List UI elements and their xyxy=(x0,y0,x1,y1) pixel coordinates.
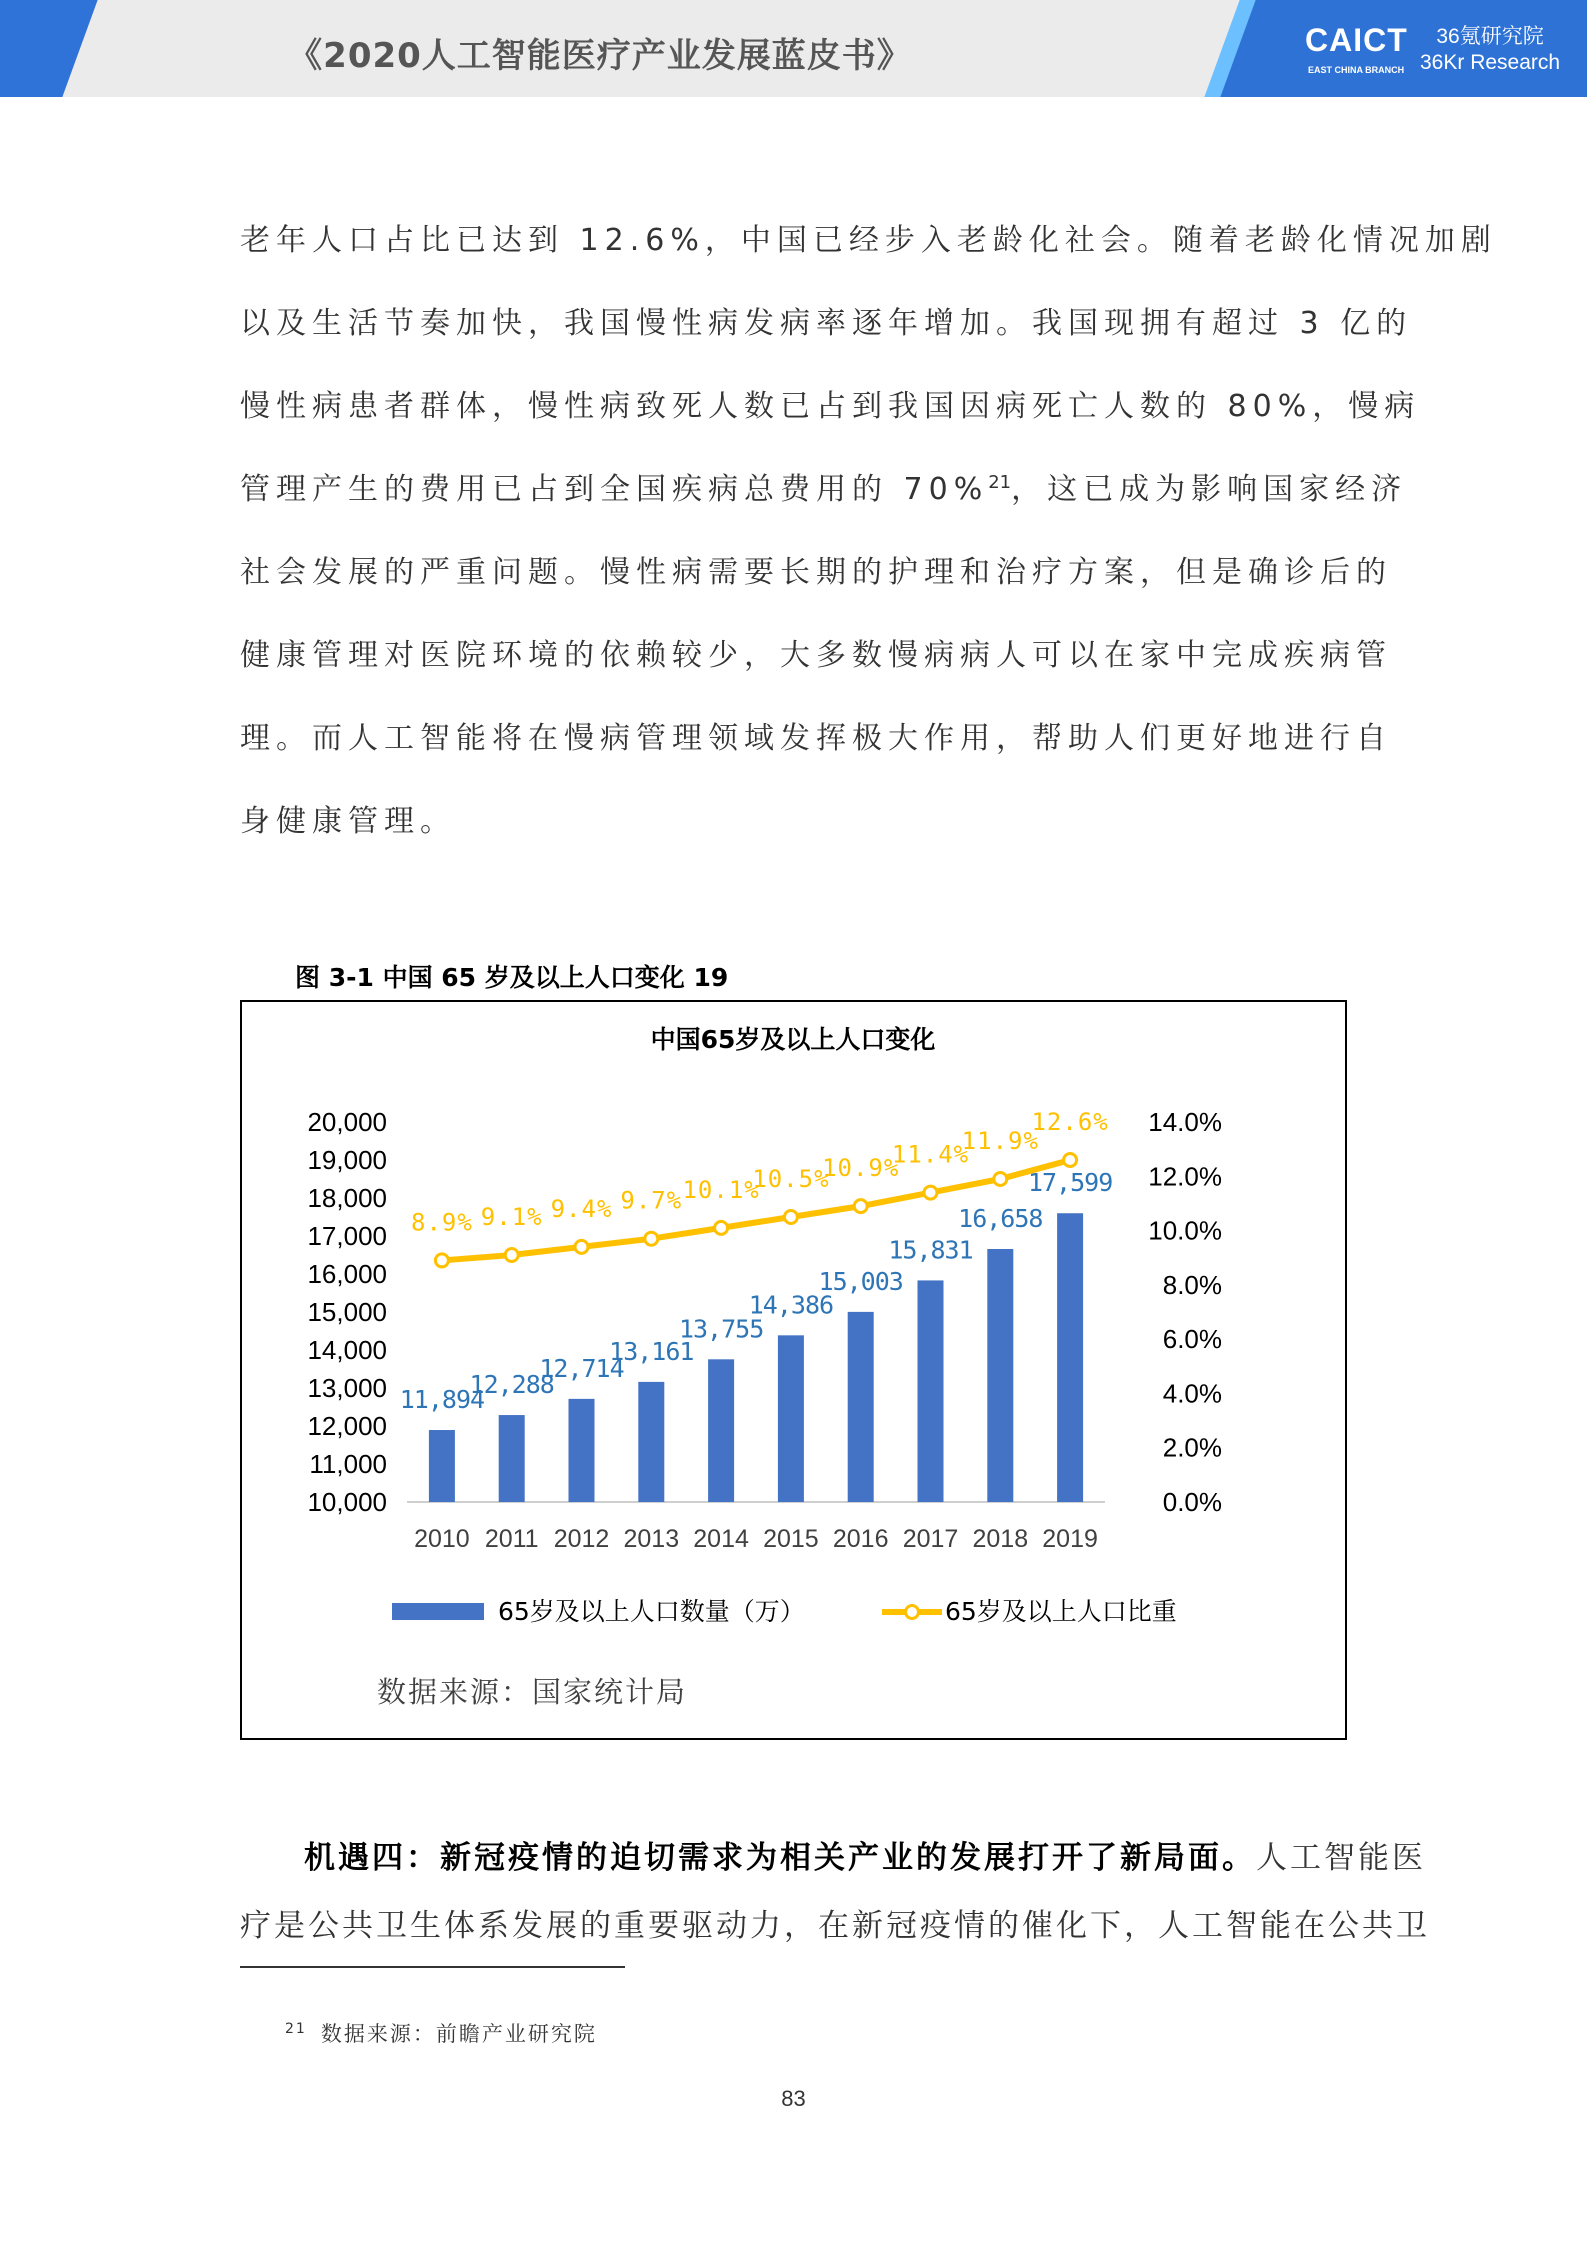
y-right-tick-label: 6.0% xyxy=(1162,1324,1222,1355)
line-data-label: 8.9% xyxy=(411,1208,473,1237)
line-point xyxy=(575,1240,588,1253)
bar xyxy=(708,1359,734,1502)
36kr-logo-en: 36Kr Research xyxy=(1420,51,1561,74)
paragraph-line: 社会发展的严重问题。慢性病需要长期的护理和治疗方案，但是确诊后的 xyxy=(240,555,1392,590)
paragraph-line: 身健康管理。 xyxy=(240,804,456,839)
y-left-tick-label: 15,000 xyxy=(307,1297,387,1327)
data-source: 数据来源：国家统计局 xyxy=(377,1675,688,1709)
line-data-label: 12.6% xyxy=(1031,1108,1109,1136)
line-point xyxy=(1064,1154,1077,1167)
line-point xyxy=(994,1173,1007,1186)
bar xyxy=(638,1382,664,1502)
line-data-label: 9.7% xyxy=(620,1186,683,1215)
y-left-tick-label: 13,000 xyxy=(307,1373,387,1403)
y-right-tick-label: 12.0% xyxy=(1148,1161,1222,1192)
bar xyxy=(429,1430,455,1502)
footnote xyxy=(285,2018,597,2048)
y-right-tick-label: 2.0% xyxy=(1162,1432,1222,1463)
y-right-tick-label: 8.0% xyxy=(1162,1269,1222,1300)
section-bold-lead: 机遇四：新冠疫情的迫切需求为相关产业的发展打开了新局面。 xyxy=(304,1840,1256,1876)
bar-data-label: 17,599 xyxy=(1027,1168,1113,1198)
paragraph-line: 老年人口占比已达到 12.6%，中国已经步入老龄化社会。随着老龄化情况加剧 xyxy=(240,223,1497,258)
x-tick-label: 2016 xyxy=(832,1525,889,1553)
paragraph-line: 健康管理对医院环境的依赖较少，大多数慢病病人可以在家中完成疾病管 xyxy=(240,638,1392,673)
chart-container xyxy=(240,1000,1347,1740)
x-tick-label: 2010 xyxy=(414,1525,470,1553)
y-left-tick-label: 12,000 xyxy=(307,1411,387,1441)
y-right-tick-label: 10.0% xyxy=(1148,1215,1222,1246)
y-right-tick-label: 14.0% xyxy=(1148,1107,1222,1137)
footnote-reference[interactable]: 21 xyxy=(988,472,1012,493)
bar-data-label: 12,288 xyxy=(469,1370,554,1400)
bar xyxy=(987,1249,1013,1502)
y-left-tick-label: 20,000 xyxy=(307,1107,387,1137)
line-point xyxy=(715,1221,728,1234)
bar xyxy=(499,1415,525,1502)
36kr-logo xyxy=(1420,24,1560,76)
y-left-tick-label: 11,000 xyxy=(309,1449,387,1479)
section-line: 疗是公共卫生体系发展的重要驱动力，在新冠疫情的催化下，人工智能在公共卫 xyxy=(240,1908,1430,1944)
line-point xyxy=(924,1186,937,1199)
paragraph-line: 以及生活节奏加快，我国慢性病发病率逐年增加。我国现拥有超过 3 亿的 xyxy=(240,306,1413,341)
y-left-tick-label: 19,000 xyxy=(307,1145,387,1175)
line-point xyxy=(505,1249,518,1262)
section-line-tail: 人工智能医 xyxy=(1256,1840,1426,1876)
bar-data-label: 13,161 xyxy=(609,1336,694,1366)
line-point xyxy=(645,1232,658,1245)
36kr-logo-cn: 36氪研究院 xyxy=(1436,25,1544,48)
chart-title: 中国65岁及以上人口变化 xyxy=(650,1025,936,1054)
caict-logo: CAICT xyxy=(1305,22,1408,58)
y-right-tick-label: 0.0% xyxy=(1162,1487,1222,1517)
x-tick-label: 2013 xyxy=(623,1525,680,1553)
chart-svg xyxy=(242,1002,1345,1738)
y-left-tick-label: 10,000 xyxy=(307,1487,387,1517)
line-data-label: 10.9% xyxy=(822,1154,900,1183)
line-data-label: 9.1% xyxy=(480,1203,543,1231)
bar xyxy=(848,1312,874,1502)
y-right-tick-label: 4.0% xyxy=(1162,1378,1222,1409)
bar-data-label: 16,658 xyxy=(958,1203,1043,1233)
y-left-tick-label: 16,000 xyxy=(307,1259,387,1289)
footnote-divider xyxy=(240,1966,625,1968)
line-data-label: 10.1% xyxy=(682,1175,760,1204)
bar-data-label: 15,831 xyxy=(888,1235,973,1265)
x-tick-label: 2015 xyxy=(763,1525,819,1553)
bar-data-label: 13,755 xyxy=(678,1314,764,1344)
paragraph-line-text: 管理产生的费用已占到全国疾病总费用的 70% xyxy=(240,472,989,507)
page-header xyxy=(0,0,1587,97)
x-tick-label: 2017 xyxy=(902,1525,959,1553)
bar-data-label: 14,386 xyxy=(748,1290,834,1320)
legend-bar-label: 65岁及以上人口数量（万） xyxy=(498,1597,805,1626)
line-data-label: 10.5% xyxy=(752,1165,830,1193)
footnote-number: 21 xyxy=(285,2021,307,2037)
paragraph-line-tail: ，这已成为影响国家经济 xyxy=(1011,472,1408,507)
legend-line-marker xyxy=(906,1606,919,1619)
x-tick-label: 2019 xyxy=(1042,1525,1098,1553)
x-tick-label: 2012 xyxy=(553,1525,610,1553)
bar-data-label: 11,894 xyxy=(399,1385,485,1415)
y-left-tick-label: 17,000 xyxy=(307,1221,387,1251)
paragraph-line: 慢性病患者群体，慢性病致死人数已占到我国因病死亡人数的 80%，慢病 xyxy=(240,389,1421,424)
page-number: 83 xyxy=(781,2086,806,2111)
line-point xyxy=(854,1200,867,1213)
caict-logo-subtitle: EAST CHINA BRANCH xyxy=(1308,65,1405,75)
x-tick-label: 2014 xyxy=(693,1525,749,1553)
legend-line-label: 65岁及以上人口比重 xyxy=(945,1597,1177,1626)
line-data-label: 9.4% xyxy=(550,1194,613,1223)
paragraph-line: 理。而人工智能将在慢病管理领域发挥极大作用，帮助人们更好地进行自 xyxy=(240,721,1392,756)
bar xyxy=(918,1280,944,1502)
line-data-label: 11.4% xyxy=(891,1140,970,1169)
report-title: 《2020人工智能医疗产业发展蓝皮书》 xyxy=(288,36,912,76)
footnote-text: 数据来源：前瞻产业研究院 xyxy=(320,2022,597,2046)
legend-bar-swatch xyxy=(392,1603,484,1620)
paragraph-line xyxy=(240,464,1407,508)
y-left-tick-label: 18,000 xyxy=(307,1183,387,1213)
line-data-label: 11.9% xyxy=(961,1127,1039,1155)
bar xyxy=(778,1335,804,1502)
y-left-tick-label: 14,000 xyxy=(307,1335,387,1365)
section-line xyxy=(304,1832,1426,1877)
line-point xyxy=(784,1211,797,1224)
bar-data-label: 15,003 xyxy=(818,1266,903,1296)
x-tick-label: 2011 xyxy=(484,1525,539,1553)
bar-data-label: 12,714 xyxy=(539,1353,624,1383)
line-point xyxy=(435,1254,448,1267)
bar xyxy=(1057,1213,1083,1502)
figure-caption: 图 3-1 中国 65 岁及以上人口变化 19 xyxy=(295,963,729,992)
bar xyxy=(569,1399,595,1502)
x-tick-label: 2018 xyxy=(972,1525,1029,1553)
